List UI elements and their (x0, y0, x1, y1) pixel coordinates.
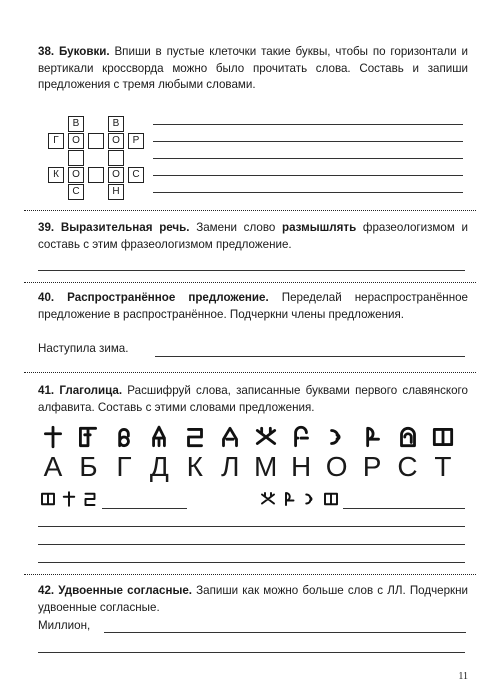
cyrillic-letter: Б (79, 451, 98, 482)
crossword-cell-empty[interactable] (88, 133, 104, 149)
glag-m-icon (251, 424, 281, 450)
answer-line[interactable] (153, 141, 463, 142)
crossword-cell[interactable]: В (68, 116, 84, 132)
crossword-cell[interactable]: О (108, 133, 124, 149)
glag-k-icon (80, 490, 100, 508)
exercise-number: 40. (38, 291, 55, 304)
cyrillic-letter: М (254, 451, 278, 482)
crossword-cell[interactable]: О (68, 133, 84, 149)
exercise-number: 42. (38, 584, 55, 597)
glag-l-icon (215, 424, 245, 450)
answer-line[interactable] (155, 356, 465, 357)
glag-o-icon (300, 490, 320, 508)
crossword-cell-empty[interactable] (88, 167, 104, 183)
glag-k-icon (180, 424, 210, 450)
crossword-cell[interactable]: В (108, 116, 124, 132)
glag-r-icon (357, 424, 387, 450)
exercise-title: Удвоенные согласные. (58, 584, 193, 597)
glag-m-icon (258, 490, 278, 508)
section-divider (24, 372, 476, 373)
crossword-cell[interactable]: О (108, 167, 124, 183)
page-number: 11 (458, 670, 468, 682)
crossword-cell[interactable]: С (128, 167, 144, 183)
exercise-41-text (38, 383, 468, 416)
crossword-cell[interactable]: Р (128, 133, 144, 149)
answer-line[interactable] (38, 652, 465, 653)
exercise-title: Глаголица. (59, 384, 123, 397)
section-divider (24, 282, 476, 283)
exercise-title: Выразительная речь. (60, 221, 190, 234)
exercise-instructions: Запиши как можно больше слов с ЛЛ. Подчеркни удвоенные согласные. (38, 584, 468, 614)
crossword-cell[interactable]: С (68, 184, 84, 200)
glag-a-icon (38, 424, 68, 450)
crossword-cell[interactable]: Г (48, 133, 64, 149)
glag-t-icon (321, 490, 341, 508)
glag-r-icon (279, 490, 299, 508)
crossword-cell[interactable]: К (48, 167, 64, 183)
answer-line[interactable] (38, 562, 465, 563)
exercise-instructions: Переделай нераспространённое предложение в распространённое. Подчеркни члены предложения. (38, 291, 468, 321)
cyrillic-letter: А (43, 451, 63, 482)
exercise-42-text (38, 583, 468, 616)
cyrillic-letter: Н (291, 451, 312, 482)
answer-line[interactable] (153, 175, 463, 176)
glag-a-icon (59, 490, 79, 508)
answer-line[interactable] (38, 526, 465, 527)
section-divider (24, 210, 476, 211)
encoded-word-2 (258, 490, 341, 508)
exercise-title: Распространённое предложение. (67, 291, 269, 304)
cyrillic-letter: Т (434, 451, 452, 482)
cyrillic-alphabet (38, 452, 458, 482)
exercise-title: Буковки. (58, 45, 110, 58)
exercise-number: 38. (38, 45, 55, 58)
exercise-38-text (38, 44, 468, 94)
exercise-instructions: Расшифруй слова, записанные буквами первого славянского алфавита. Составь с этими словами предложения. (38, 384, 468, 414)
decode-line[interactable] (343, 508, 465, 509)
cyrillic-letter: К (186, 451, 203, 482)
given-sentence: Наступила зима. (38, 342, 129, 355)
cyrillic-letter: Г (116, 451, 132, 482)
section-divider (24, 574, 476, 575)
cyrillic-letter: Д (149, 451, 169, 482)
glag-n-icon (286, 424, 316, 450)
crossword-cell[interactable]: О (68, 167, 84, 183)
cyrillic-letter: О (325, 451, 348, 482)
exercise-number: 41. (38, 384, 55, 397)
glag-t-icon (38, 490, 58, 508)
cyrillic-letter: С (397, 451, 418, 482)
answer-line[interactable] (38, 544, 465, 545)
answer-line[interactable] (153, 158, 463, 159)
example-word: Миллион, (38, 619, 91, 632)
exercise-instructions: Замени слово (189, 221, 282, 234)
glagolitic-alphabet (38, 424, 458, 450)
glag-g-icon (109, 424, 139, 450)
encoded-word-1 (38, 490, 100, 508)
answer-line[interactable] (153, 124, 463, 125)
cyrillic-letter: Р (362, 451, 382, 482)
decode-line[interactable] (102, 508, 187, 509)
exercise-instructions: фразеологизмом и составь с этим фразеологизмом предложение. (38, 221, 468, 251)
crossword-cell-empty[interactable] (68, 150, 84, 166)
answer-line[interactable] (104, 632, 466, 633)
exercise-39-text (38, 220, 468, 253)
exercise-40-text (38, 290, 468, 323)
keyword: размышлять (282, 221, 357, 234)
glag-d-icon (144, 424, 174, 450)
cyrillic-letter: Л (221, 451, 240, 482)
crossword-cell[interactable]: Н (108, 184, 124, 200)
glag-o-icon (322, 424, 352, 450)
answer-line[interactable] (38, 270, 465, 271)
glag-b-icon (73, 424, 103, 450)
answer-line[interactable] (153, 192, 463, 193)
glag-s-icon (393, 424, 423, 450)
crossword-cell-empty[interactable] (108, 150, 124, 166)
exercise-number: 39. (38, 221, 55, 234)
exercise-instructions: Впиши в пустые клеточки такие буквы, чтобы по горизонтали и вертикали кроссворда можно было прочитать слова. Составь и запиши предложения с тремя любыми словами. (38, 45, 468, 91)
glag-t-icon (428, 424, 458, 450)
